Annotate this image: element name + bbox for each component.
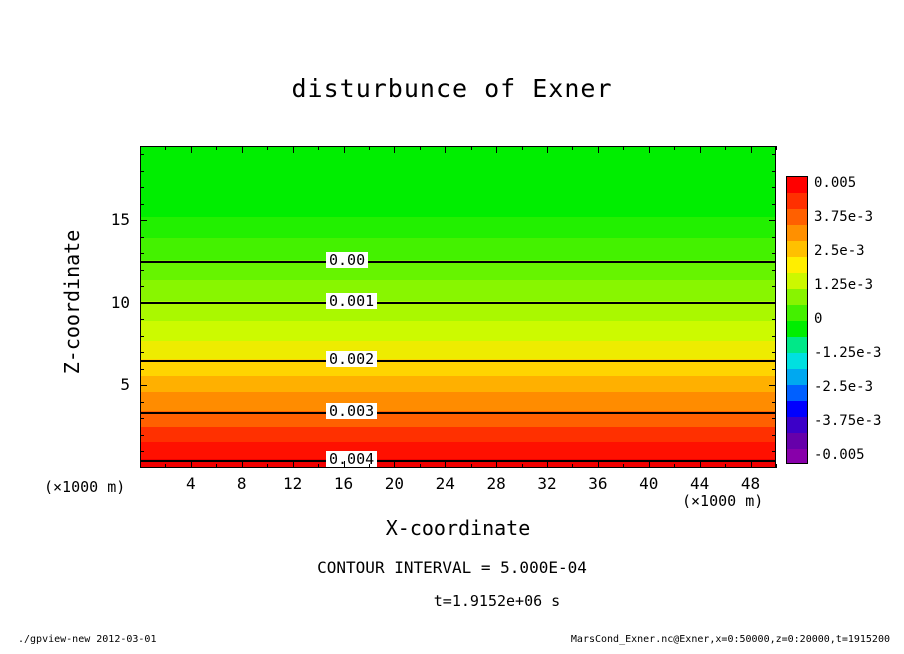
x-axis-tick-label: 8 [236, 474, 247, 493]
y-axis-tick [140, 171, 144, 172]
colorbar-cell [787, 241, 807, 258]
x-axis-tick [242, 146, 243, 153]
x-axis-tick [674, 146, 675, 150]
y-axis-tick [140, 154, 144, 155]
contour-band [141, 280, 775, 303]
x-axis-tick [572, 464, 573, 468]
contour-line [141, 261, 775, 263]
y-axis-tick [772, 402, 776, 403]
y-axis-tick-label: 10 [110, 292, 130, 312]
y-axis-tick [772, 154, 776, 155]
contour-band [141, 341, 775, 361]
x-axis-tick [267, 146, 268, 150]
x-axis-title: X-coordinate [385, 516, 531, 540]
x-axis-tick [471, 464, 472, 468]
contour-line [141, 302, 775, 304]
colorbar-tick-label: -0.005 [814, 447, 865, 463]
colorbar-cell [787, 305, 807, 322]
colorbar-cell [787, 337, 807, 354]
y-axis-tick [140, 336, 144, 337]
x-axis-tick [394, 461, 395, 468]
x-axis-tick [191, 146, 192, 153]
y-axis-tick-label: 15 [110, 210, 130, 230]
colorbar-cell [787, 289, 807, 306]
colorbar-cell [787, 225, 807, 242]
x-unit-right: (×1000 m) [682, 492, 764, 510]
x-unit-left: (×1000 m) [44, 478, 126, 496]
contour-line-label: 0.001 [326, 293, 377, 309]
page-title: disturbunce of Exner [291, 74, 613, 103]
y-axis-tick [772, 352, 776, 353]
y-axis-tick [769, 385, 776, 386]
contour-band [141, 217, 775, 240]
y-axis-tick [140, 220, 147, 221]
x-axis-tick-label: 20 [384, 474, 405, 493]
x-axis-tick-label: 16 [333, 474, 354, 493]
colorbar-tick-label: -3.75e-3 [814, 413, 882, 429]
x-axis-tick [471, 146, 472, 150]
x-axis-tick [165, 146, 166, 150]
x-axis-tick [674, 464, 675, 468]
x-axis-tick [623, 464, 624, 468]
y-axis-tick [772, 187, 776, 188]
y-axis-tick [140, 402, 144, 403]
colorbar-cell [787, 433, 807, 450]
y-axis-tick [140, 451, 144, 452]
time-label: t=1.9152e+06 s [433, 592, 561, 610]
contour-fill [141, 147, 775, 467]
contour-band [141, 392, 775, 413]
contour-line-label: 0.00 [326, 252, 368, 268]
x-axis-tick [572, 146, 573, 150]
x-axis-tick [445, 146, 446, 153]
x-axis-tick [369, 464, 370, 468]
y-axis-tick [140, 319, 144, 320]
x-axis-tick [496, 146, 497, 153]
contour-line-label: 0.003 [326, 403, 377, 419]
y-axis-tick [772, 270, 776, 271]
contour-line-label: 0.002 [326, 351, 377, 367]
x-axis-tick [420, 464, 421, 468]
y-axis-tick [772, 435, 776, 436]
colorbar-tick-label: -1.25e-3 [814, 345, 882, 361]
x-axis-tick [649, 146, 650, 153]
colorbar-cell [787, 177, 807, 194]
x-axis-tick [649, 461, 650, 468]
y-axis-tick [140, 303, 147, 304]
x-axis-tick [547, 146, 548, 153]
contour-interval-label: CONTOUR INTERVAL = 5.000E-04 [317, 558, 587, 577]
x-axis-tick [751, 461, 752, 468]
colorbar-cell [787, 321, 807, 338]
x-axis-tick [344, 146, 345, 153]
x-axis-tick [216, 146, 217, 150]
x-axis-tick [700, 146, 701, 153]
x-axis-tick [751, 146, 752, 153]
x-axis-tick [496, 461, 497, 468]
x-axis-tick [216, 464, 217, 468]
colorbar-cell [787, 385, 807, 402]
x-axis-tick [420, 146, 421, 150]
x-axis-tick [725, 146, 726, 150]
colorbar [786, 176, 808, 464]
colorbar-cell [787, 209, 807, 226]
x-axis-tick [318, 464, 319, 468]
y-axis-tick [772, 253, 776, 254]
x-axis-tick [191, 461, 192, 468]
x-axis-tick [725, 464, 726, 468]
y-axis-tick [140, 187, 144, 188]
x-axis-tick-label: 12 [282, 474, 303, 493]
y-axis-tick [140, 253, 144, 254]
contour-line [141, 460, 775, 462]
y-axis-tick [772, 171, 776, 172]
x-axis-tick [776, 146, 777, 150]
y-axis-tick [772, 369, 776, 370]
x-axis-tick [623, 146, 624, 150]
y-axis-tick [140, 204, 144, 205]
x-axis-tick [598, 461, 599, 468]
contour-line [141, 412, 775, 414]
y-axis-tick [140, 237, 144, 238]
colorbar-tick-label: 0 [814, 311, 823, 327]
x-axis-tick-label: 44 [690, 474, 710, 493]
contour-line-label: 0.004 [326, 451, 377, 467]
y-axis-tick [140, 270, 144, 271]
y-axis-tick [772, 418, 776, 419]
x-axis-tick [344, 461, 345, 468]
footer-right: MarsCond_Exner.nc@Exner,x=0:50000,z=0:20000,t=1915200 [570, 634, 890, 645]
x-axis-tick-label: 24 [435, 474, 455, 493]
x-axis-tick-label: 40 [639, 474, 659, 493]
y-axis-tick [769, 220, 776, 221]
y-axis-tick-label: 5 [120, 375, 130, 395]
colorbar-tick-label: 3.75e-3 [814, 209, 874, 225]
colorbar-cell [787, 417, 807, 434]
x-axis-tick [445, 461, 446, 468]
contour-band [141, 260, 775, 282]
x-axis-tick [369, 146, 370, 150]
y-axis-tick [140, 385, 147, 386]
colorbar-cell [787, 193, 807, 210]
contour-band [141, 238, 775, 261]
x-axis-tick [598, 146, 599, 153]
colorbar-tick-label: -2.5e-3 [814, 379, 874, 395]
x-axis-tick [700, 461, 701, 468]
contour-plot [140, 146, 776, 468]
colorbar-tick-label: 1.25e-3 [814, 277, 874, 293]
colorbar-tick-label: 2.5e-3 [814, 243, 865, 259]
colorbar-cell [787, 449, 807, 464]
x-axis-tick [522, 464, 523, 468]
x-axis-tick [394, 146, 395, 153]
colorbar-cell [787, 257, 807, 274]
contour-band [141, 301, 775, 323]
x-axis-tick [165, 464, 166, 468]
colorbar-cell [787, 369, 807, 386]
x-axis-tick [242, 461, 243, 468]
y-axis-tick [140, 352, 144, 353]
footer-left: ./gpview-new 2012-03-01 [18, 634, 157, 645]
x-axis-tick [267, 464, 268, 468]
x-axis-tick-label: 32 [537, 474, 557, 493]
x-axis-tick [776, 464, 777, 468]
colorbar-tick-label: 0.005 [814, 175, 857, 191]
y-axis-tick [140, 418, 144, 419]
y-axis-tick [140, 369, 144, 370]
y-axis-tick [772, 319, 776, 320]
x-axis-tick-label: 28 [486, 474, 506, 493]
x-axis-tick [293, 146, 294, 153]
y-axis-tick [769, 303, 776, 304]
x-axis-tick-label: 48 [740, 474, 761, 493]
contour-band [141, 146, 775, 219]
colorbar-cell [787, 401, 807, 418]
y-axis-tick [772, 451, 776, 452]
x-axis-tick [318, 146, 319, 150]
y-axis-tick [772, 336, 776, 337]
contour-line [141, 360, 775, 362]
colorbar-cell [787, 353, 807, 370]
x-axis-tick-label: 4 [186, 474, 196, 493]
y-axis-tick [772, 204, 776, 205]
y-axis-tick [772, 237, 776, 238]
x-axis-tick [547, 461, 548, 468]
y-axis-tick [140, 435, 144, 436]
y-axis-tick [772, 286, 776, 287]
x-axis-tick [293, 461, 294, 468]
colorbar-cell [787, 273, 807, 290]
y-axis-title: Z-coordinate [60, 229, 84, 375]
contour-band [141, 321, 775, 343]
x-axis-tick-label: 36 [588, 474, 608, 493]
x-axis-tick [522, 146, 523, 150]
y-axis-tick [140, 286, 144, 287]
